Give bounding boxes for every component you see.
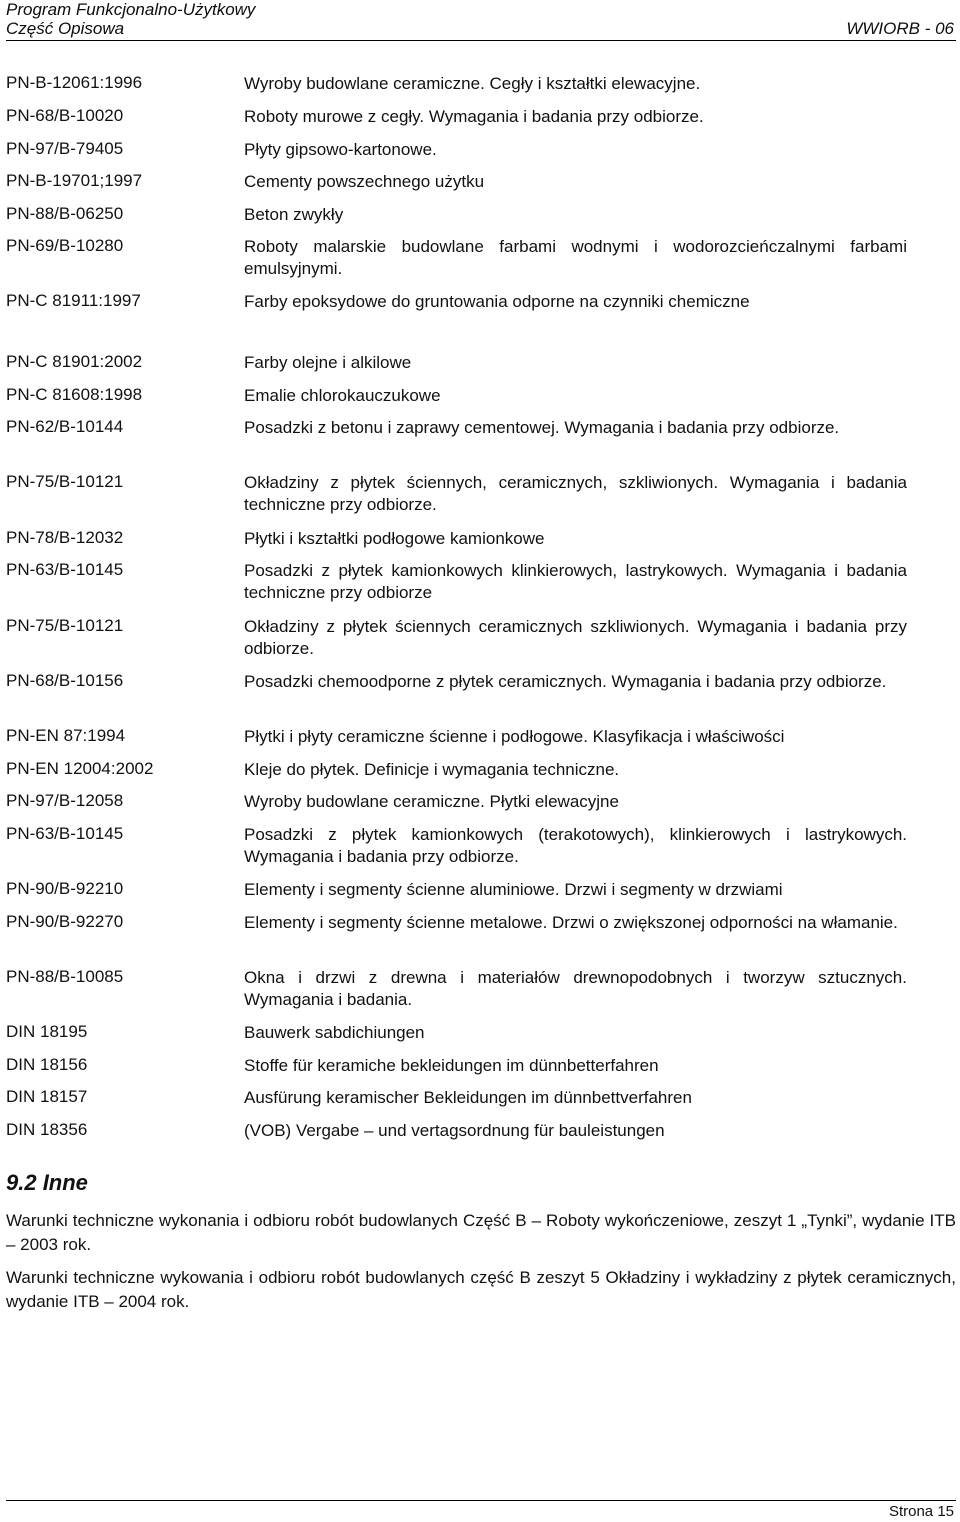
part-title: Część Opisowa	[6, 19, 125, 38]
standard-description: Roboty murowe z cegły. Wymagania i badania przy odbiorze.	[244, 107, 704, 126]
standard-description: Ausfürung keramischer Bekleidungen im dünnbettverfahren	[244, 1088, 692, 1107]
standard-code: PN-C 81608:1998	[6, 385, 143, 404]
standard-description: Elementy i segmenty ścienne metalowe. Drzwi o zwiększonej odporności na włamanie.	[244, 913, 898, 932]
standard-description: Płyty gipsowo-kartonowe.	[244, 140, 437, 159]
section-heading: 9.2 Inne	[6, 1170, 88, 1195]
standard-description: Okładziny z płytek ściennych, ceramicznych, szkliwionych. Wymagania i badania techniczne przy odbiorze.	[244, 473, 907, 514]
standard-code: PN-63/B-10145	[6, 560, 124, 579]
standard-description: Okładziny z płytek ściennych ceramicznych szkliwionych. Wymagania i badania przy odbiorze.	[244, 617, 907, 658]
standard-code: PN-EN 12004:2002	[6, 759, 154, 778]
standard-code: PN-EN 87:1994	[6, 726, 126, 745]
standard-code: PN-68/B-10020	[6, 106, 124, 125]
standard-description: Posadzki z płytek kamionkowych (terakotowych), klinkierowych i lastrykowych. Wymagania i badania przy odbiorze.	[244, 825, 907, 866]
standard-code: PN-88/B-06250	[6, 204, 124, 223]
standard-description: Płytki i płyty ceramiczne ścienne i podłogowe. Klasyfikacja i właściwości	[244, 727, 785, 746]
standard-code: PN-90/B-92210	[6, 879, 124, 898]
standard-description: Emalie chlorokauczukowe	[244, 386, 441, 405]
standard-code: PN-63/B-10145	[6, 824, 124, 843]
standard-description: (VOB) Vergabe – und vertagsordnung für bauleistungen	[244, 1121, 665, 1140]
standard-code: PN-97/B-12058	[6, 791, 124, 810]
standard-code: PN-75/B-10121	[6, 472, 124, 491]
standard-description: Bauwerk sabdichiungen	[244, 1023, 425, 1042]
standard-description: Kleje do płytek. Definicje i wymagania techniczne.	[244, 760, 620, 779]
section-paragraph: Warunki techniczne wykonania i odbioru robót budowlanych Część B – Roboty wykończeniowe, zeszyt 1 „Tynki”, wydanie ITB – 2003 rok.	[6, 1211, 956, 1254]
standard-code: DIN 18195	[6, 1022, 88, 1041]
standard-code: PN-B-12061:1996	[6, 73, 143, 92]
standard-code: PN-62/B-10144	[6, 417, 124, 436]
standard-description: Wyroby budowlane ceramiczne. Cegły i kształtki elewacyjne.	[244, 74, 701, 93]
page-header	[6, 0, 956, 41]
standard-code: DIN 18156	[6, 1055, 88, 1074]
standard-code: PN-B-19701;1997	[6, 171, 143, 190]
standard-code: PN-69/B-10280	[6, 236, 124, 255]
standard-description: Wyroby budowlane ceramiczne. Płytki elewacyjne	[244, 792, 619, 811]
standard-description: Posadzki z płytek kamionkowych klinkierowych, lastrykowych. Wymagania i badania techniczne przy odbiorze	[244, 561, 907, 602]
program-title: Program Funkcjonalno-Użytkowy	[6, 0, 256, 19]
standard-description: Farby epoksydowe do gruntowania odporne na czynniki chemiczne	[244, 292, 750, 311]
standard-description: Farby olejne i alkilowe	[244, 353, 412, 372]
standard-description: Stoffe für keramiche bekleidungen im dünnbetterfahren	[244, 1056, 659, 1075]
standard-code: PN-68/B-10156	[6, 671, 124, 690]
standard-code: PN-78/B-12032	[6, 528, 124, 547]
section-paragraph: Warunki techniczne wykowania i odbioru robót budowlanych część B zeszyt 5 Okładziny i wykładziny z płytek ceramicznych, wydanie ITB – 2004 rok.	[6, 1268, 956, 1311]
standard-description: Okna i drzwi z drewna i materiałów drewnopodobnych i tworzyw sztucznych. Wymagania i badania.	[244, 968, 907, 1009]
footer-rule	[6, 1500, 956, 1501]
standard-code: PN-97/B-79405	[6, 139, 124, 158]
document-code: WWIORB - 06	[846, 19, 954, 38]
standard-code: DIN 18157	[6, 1087, 88, 1106]
standard-description: Roboty malarskie budowlane farbami wodnymi i wodorozcieńczalnymi farbami emulsyjnymi.	[244, 237, 907, 278]
standard-code: PN-88/B-10085	[6, 967, 124, 986]
standard-description: Beton zwykły	[244, 205, 344, 224]
page-number: Strona 15	[888, 1503, 954, 1520]
standard-description: Cementy powszechnego użytku	[244, 172, 485, 191]
standard-description: Posadzki chemoodporne z płytek ceramicznych. Wymagania i badania przy odbiorze.	[244, 672, 887, 691]
standard-description: Posadzki z betonu i zaprawy cementowej. Wymagania i badania przy odbiorze.	[244, 418, 840, 437]
standard-code: PN-C 81901:2002	[6, 352, 143, 371]
standard-description: Płytki i kształtki podłogowe kamionkowe	[244, 529, 545, 548]
standard-code: PN-90/B-92270	[6, 912, 124, 931]
standard-code: PN-75/B-10121	[6, 616, 124, 635]
standard-description: Elementy i segmenty ścienne aluminiowe. Drzwi i segmenty w drzwiami	[244, 880, 783, 899]
standard-code: DIN 18356	[6, 1120, 88, 1139]
standard-code: PN-C 81911:1997	[6, 291, 141, 310]
